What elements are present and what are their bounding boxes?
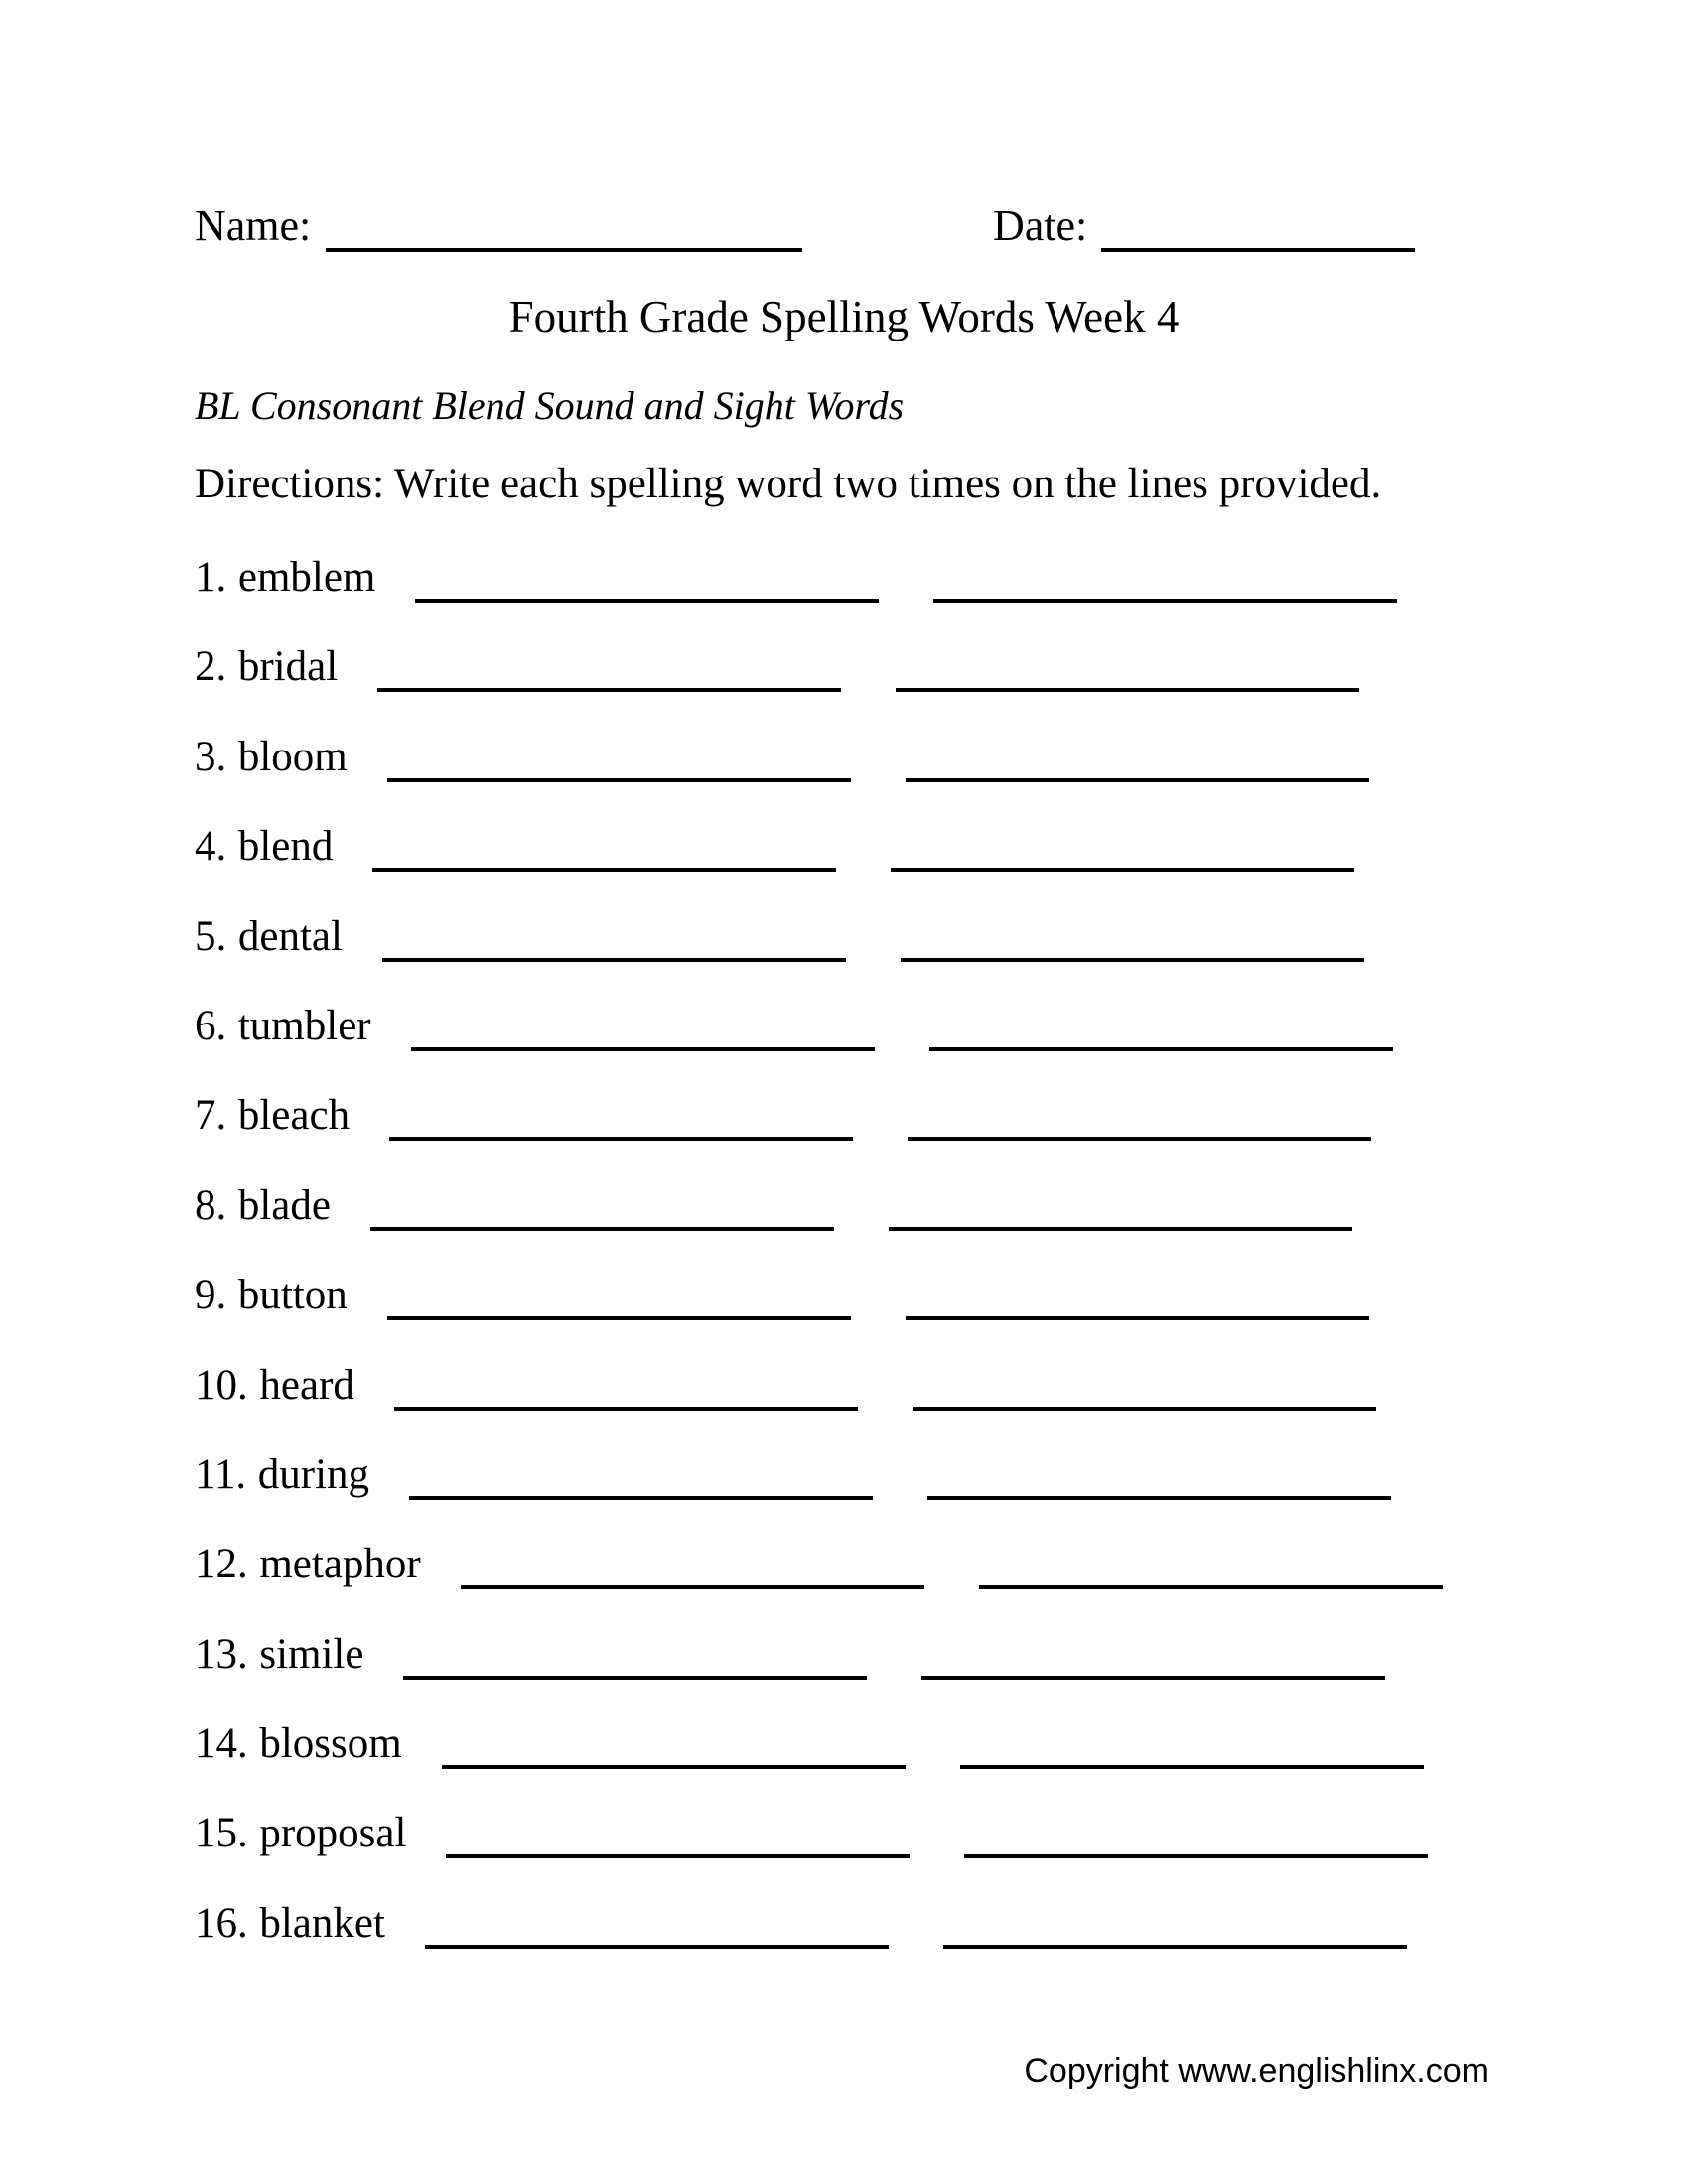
date-field-row: [993, 201, 1415, 252]
word-row: [195, 1718, 1585, 1808]
word-row: [195, 1449, 1585, 1539]
word-row: [195, 1898, 1585, 1987]
word-text: tumbler: [237, 1002, 371, 1049]
word-number: 8.: [195, 1181, 227, 1229]
word-row: [195, 821, 1585, 910]
write-line-2: [979, 1585, 1443, 1589]
word-row: [195, 552, 1585, 641]
write-line-2: [906, 1316, 1369, 1320]
word-row: [195, 1539, 1585, 1628]
write-line-1: [461, 1585, 924, 1589]
word-text: during: [257, 1450, 370, 1498]
word-row: [195, 1180, 1585, 1270]
write-line-1: [409, 1496, 873, 1500]
write-line-1: [446, 1854, 910, 1858]
word-row: [195, 911, 1585, 1001]
word-text: emblem: [237, 554, 376, 601]
word-row: [195, 1270, 1585, 1359]
write-line-2: [913, 1407, 1376, 1411]
write-line-2: [964, 1854, 1428, 1858]
word-number: 14.: [195, 1720, 248, 1768]
write-line-2: [896, 688, 1359, 692]
name-blank-line: [326, 248, 802, 252]
word-text: bleach: [237, 1092, 351, 1140]
word-text: blossom: [259, 1720, 402, 1768]
write-line-1: [411, 1047, 875, 1051]
word-row: [195, 1090, 1585, 1179]
word-text: blend: [237, 823, 334, 871]
write-line-2: [927, 1496, 1391, 1500]
write-line-1: [382, 958, 846, 962]
word-number: 10.: [195, 1361, 248, 1409]
word-number: 12.: [195, 1541, 248, 1588]
write-line-1: [370, 1227, 834, 1231]
date-blank-line: [1101, 248, 1415, 252]
word-number: 3.: [195, 733, 227, 780]
write-line-2: [933, 599, 1397, 603]
write-line-2: [943, 1945, 1407, 1949]
worksheet-subtitle: BL Consonant Blend Sound and Sight Words: [195, 383, 905, 428]
write-line-1: [389, 1137, 853, 1141]
write-line-2: [889, 1227, 1352, 1231]
word-number: 9.: [195, 1272, 227, 1319]
word-number: 6.: [195, 1002, 227, 1049]
word-row: [195, 732, 1585, 821]
write-line-1: [377, 688, 841, 692]
worksheet-title: Fourth Grade Spelling Words Week 4: [508, 292, 1180, 341]
word-number: 5.: [195, 912, 227, 960]
write-line-1: [415, 599, 879, 603]
word-text: proposal: [259, 1810, 407, 1857]
name-field-row: [195, 201, 802, 252]
write-line-1: [372, 868, 836, 872]
date-label: Date:: [993, 202, 1088, 250]
copyright-text: Copyright www.englishlinx.com: [1024, 2052, 1489, 2090]
write-line-2: [901, 958, 1364, 962]
word-text: bloom: [237, 733, 348, 780]
word-number: 15.: [195, 1810, 248, 1857]
word-text: button: [237, 1272, 348, 1319]
write-line-2: [891, 868, 1354, 872]
word-number: 16.: [195, 1899, 248, 1947]
word-row: [195, 1808, 1585, 1897]
write-line-2: [921, 1676, 1385, 1680]
word-list: [195, 552, 1585, 1987]
word-number: 2.: [195, 643, 227, 691]
word-row: [195, 1360, 1585, 1449]
word-number: 13.: [195, 1630, 248, 1678]
write-line-1: [425, 1945, 889, 1949]
word-row: [195, 1629, 1585, 1718]
word-text: blanket: [259, 1899, 385, 1947]
directions-text: Directions: Write each spelling word two times on the lines provided.: [195, 461, 1382, 507]
write-line-1: [387, 778, 851, 782]
word-number: 4.: [195, 823, 227, 871]
word-text: metaphor: [259, 1541, 421, 1588]
write-line-2: [908, 1137, 1371, 1141]
write-line-2: [960, 1765, 1424, 1769]
word-text: simile: [259, 1630, 364, 1678]
word-text: dental: [237, 912, 343, 960]
word-number: 11.: [195, 1450, 247, 1498]
word-number: 1.: [195, 554, 227, 601]
write-line-2: [929, 1047, 1393, 1051]
word-text: heard: [259, 1361, 354, 1409]
word-row: [195, 641, 1585, 731]
word-text: bridal: [237, 643, 339, 691]
word-text: blade: [237, 1181, 331, 1229]
write-line-2: [906, 778, 1369, 782]
word-number: 7.: [195, 1092, 227, 1140]
write-line-1: [403, 1676, 867, 1680]
write-line-1: [442, 1765, 906, 1769]
word-row: [195, 1001, 1585, 1090]
write-line-1: [387, 1316, 851, 1320]
name-label: Name:: [195, 202, 312, 250]
write-line-1: [394, 1407, 858, 1411]
